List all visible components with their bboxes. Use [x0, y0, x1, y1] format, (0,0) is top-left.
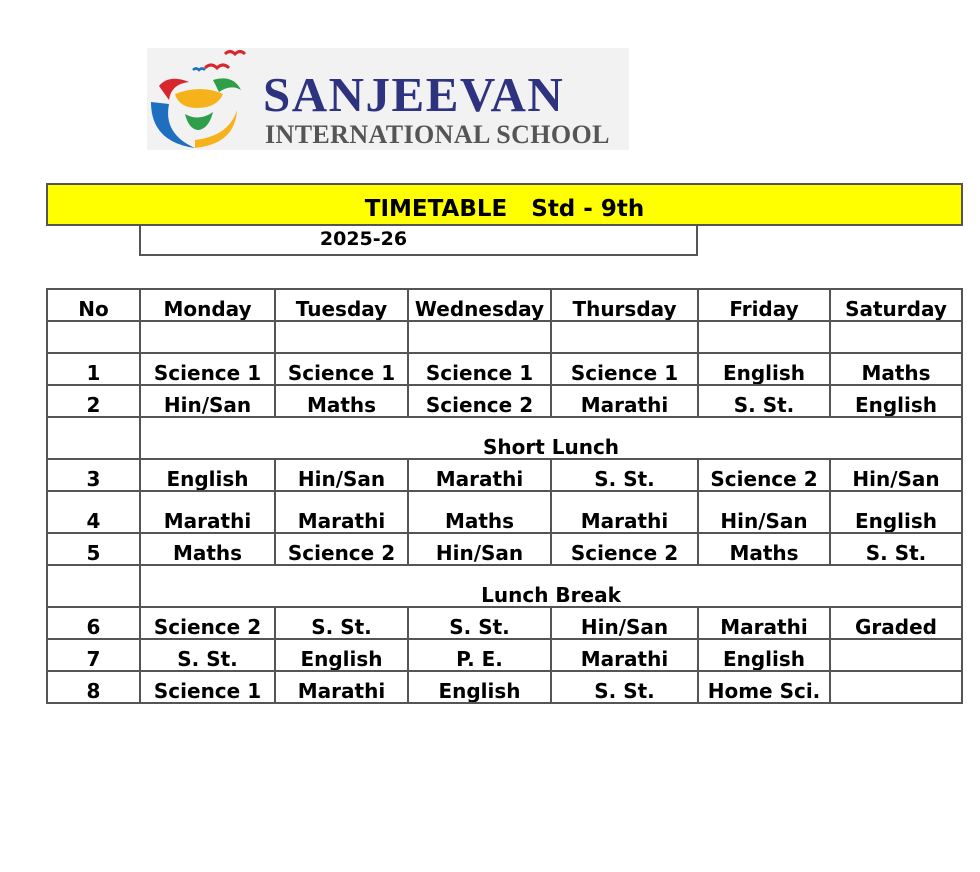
timetable-title-bar	[46, 183, 963, 226]
subject-cell: Science 2	[275, 533, 408, 565]
subject-cell: Marathi	[698, 607, 830, 639]
break-row	[47, 565, 962, 607]
period-row	[47, 639, 962, 671]
period-row	[47, 353, 962, 385]
period-row	[47, 607, 962, 639]
timetable-title: TIMETABLE Std - 9th	[364, 196, 645, 222]
period-number: 5	[47, 533, 140, 565]
period-row	[47, 533, 962, 565]
subject-cell: Maths	[408, 491, 551, 533]
subject-cell: Marathi	[275, 671, 408, 703]
subject-cell: Home Sci.	[698, 671, 830, 703]
timetable-body	[47, 289, 962, 703]
subject-cell: Hin/San	[551, 607, 698, 639]
subject-cell: Maths	[698, 533, 830, 565]
subject-cell: English	[830, 491, 962, 533]
period-row	[47, 459, 962, 491]
subject-cell: Marathi	[551, 639, 698, 671]
subject-cell: Marathi	[275, 491, 408, 533]
academic-year: 2025-26	[319, 228, 408, 250]
column-header: Wednesday	[408, 289, 551, 321]
subject-cell: Hin/San	[408, 533, 551, 565]
subject-cell: S. St.	[140, 639, 275, 671]
column-header: No	[47, 289, 140, 321]
timetable-table	[46, 288, 963, 704]
subject-cell: Science 2	[551, 533, 698, 565]
break-label: Lunch Break	[140, 565, 962, 607]
period-number: 3	[47, 459, 140, 491]
subject-cell: Maths	[275, 385, 408, 417]
subject-cell: Marathi	[551, 491, 698, 533]
subject-cell: Science 1	[140, 353, 275, 385]
period-number: 2	[47, 385, 140, 417]
period-number: 7	[47, 639, 140, 671]
subject-cell: Science 1	[408, 353, 551, 385]
header-row	[47, 289, 962, 321]
subject-cell	[140, 321, 275, 353]
break-row	[47, 417, 962, 459]
column-header: Thursday	[551, 289, 698, 321]
column-header: Tuesday	[275, 289, 408, 321]
subject-cell	[698, 321, 830, 353]
subject-cell: Maths	[830, 353, 962, 385]
subject-cell: S. St.	[408, 607, 551, 639]
subject-cell: S. St.	[551, 671, 698, 703]
subject-cell: S. St.	[551, 459, 698, 491]
subject-cell: Science 1	[551, 353, 698, 385]
break-label: Short Lunch	[140, 417, 962, 459]
subject-cell: English	[698, 639, 830, 671]
period-number: 8	[47, 671, 140, 703]
school-subtitle: INTERNATIONAL SCHOOL	[265, 120, 610, 149]
subject-cell: Science 2	[698, 459, 830, 491]
period-row	[47, 671, 962, 703]
subject-cell: P. E.	[408, 639, 551, 671]
subject-cell: Marathi	[551, 385, 698, 417]
subject-cell: Hin/San	[698, 491, 830, 533]
period-row	[47, 385, 962, 417]
school-logo	[147, 48, 629, 150]
subject-cell	[830, 321, 962, 353]
subject-cell: Hin/San	[140, 385, 275, 417]
subject-cell: Maths	[140, 533, 275, 565]
school-emblem-icon	[147, 48, 257, 150]
subject-cell: S. St.	[275, 607, 408, 639]
subject-cell: English	[830, 385, 962, 417]
subject-cell	[275, 321, 408, 353]
academic-year-box	[139, 224, 698, 256]
school-name: SANJEEVAN	[263, 67, 565, 122]
column-header: Saturday	[830, 289, 962, 321]
subject-cell: Science 2	[408, 385, 551, 417]
subject-cell: English	[140, 459, 275, 491]
subject-cell: Science 1	[140, 671, 275, 703]
subject-cell	[830, 639, 962, 671]
subject-cell: Science 1	[275, 353, 408, 385]
break-row-number-cell	[47, 565, 140, 607]
period-row	[47, 321, 962, 353]
period-row	[47, 491, 962, 533]
subject-cell	[830, 671, 962, 703]
subject-cell: Hin/San	[830, 459, 962, 491]
subject-cell: S. St.	[698, 385, 830, 417]
subject-cell: English	[275, 639, 408, 671]
period-number: 4	[47, 491, 140, 533]
column-header: Friday	[698, 289, 830, 321]
subject-cell: English	[698, 353, 830, 385]
subject-cell: Marathi	[140, 491, 275, 533]
subject-cell: Hin/San	[275, 459, 408, 491]
subject-cell: Science 2	[140, 607, 275, 639]
subject-cell: S. St.	[830, 533, 962, 565]
subject-cell: English	[408, 671, 551, 703]
period-number: 1	[47, 353, 140, 385]
subject-cell	[551, 321, 698, 353]
subject-cell: Marathi	[408, 459, 551, 491]
break-row-number-cell	[47, 417, 140, 459]
subject-cell	[408, 321, 551, 353]
subject-cell: Graded	[830, 607, 962, 639]
period-number	[47, 321, 140, 353]
column-header: Monday	[140, 289, 275, 321]
period-number: 6	[47, 607, 140, 639]
